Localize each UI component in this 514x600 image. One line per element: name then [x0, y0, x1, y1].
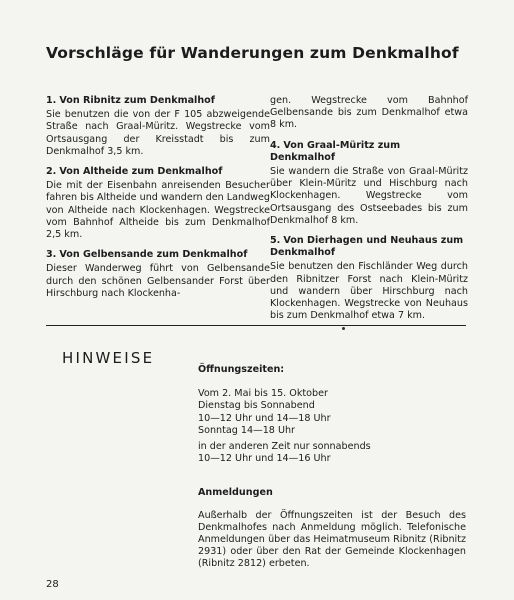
route-text: Sie benutzen die von der F 105 abzweigende Straße nach Graal-Müritz. Wegstrecke vom Ortsausgang der Kreisstadt bis zum Denkmalhof 3,5 km.	[46, 109, 270, 157]
opening-hours-line: Vom 2. Mai bis 15. Oktober	[198, 388, 328, 400]
right-column	[270, 95, 468, 330]
opening-hours-line: Sonntag 14—18 Uhr	[198, 424, 296, 436]
opening-hours-line: Dienstag bis Sonnabend	[198, 400, 315, 412]
route-section-1	[46, 95, 270, 158]
route-text: Sie wandern die Straße von Graal-Müritz über Klein-Müritz und Hischburg nach Klockenhagen. Wegstrecke vom Ortsausgang des Ostseebades bis zum Denkmalhof 8 km.	[270, 166, 468, 226]
registration-text: Außerhalb der Öffnungszeiten ist der Besuch des Denkmalhofes nach Anmeldung möglich. Telefonische Anmeldungen über das Heimatmuseum Ribnitz (Ribnitz 2931) oder über den Rat der Gemeinde Klockenhagen (Ribnitz 2812) erbeten.	[198, 509, 466, 570]
route-number: 5.	[270, 235, 281, 247]
route-number: 4.	[270, 139, 281, 151]
route-section-4	[270, 140, 468, 227]
hinweise-block	[198, 364, 466, 571]
page-number: 28	[46, 579, 59, 590]
opening-hours-line: in der anderen Zeit nur sonnabends	[198, 441, 371, 453]
print-speck	[342, 327, 345, 330]
left-column	[46, 95, 270, 308]
route-number: 2.	[46, 166, 57, 178]
hinweise-title: HINWEISE	[62, 349, 155, 367]
route-text: Dieser Wanderweg führt von Gelbensande durch den schönen Gelbensander Forst über Hirschburg nach Klockenha-	[46, 263, 270, 299]
route-section-3	[46, 249, 270, 300]
route-section-5	[270, 235, 468, 322]
route-section-2	[46, 166, 270, 241]
route-heading	[270, 140, 468, 164]
registration-heading: Anmeldungen	[198, 487, 273, 499]
page-title: Vorschläge für Wanderungen zum Denkmalhof	[46, 44, 459, 62]
route-title: Von Graal-Müritz zum Denkmalhof	[270, 139, 401, 163]
section-divider	[46, 325, 466, 326]
route-heading	[46, 95, 270, 107]
route-heading	[46, 166, 270, 178]
route-3-continuation: gen. Wegstrecke vom Bahnhof Gelbensande bis zum Denkmalhof etwa 8 km.	[270, 95, 468, 131]
opening-hours-line: 10—12 Uhr und 14—18 Uhr	[198, 412, 331, 424]
route-text: Die mit der Eisenbahn anreisenden Besucher fahren bis Altheide und wandern den Landweg von Altheide nach Klockenhagen. Wegstrecke vom Bahnhof Altheide bis zum Denkmalhof 2,5 km.	[46, 180, 270, 241]
route-text: Sie benutzen den Fischländer Weg durch den Ribnitzer Forst nach Klein-Müritz und wandern über Hirschburg nach Klockenhagen. Wegstrecke von Neuhaus bis zum Denkmalhof etwa 7 km.	[270, 261, 468, 322]
route-heading	[270, 235, 468, 259]
opening-hours-heading: Öffnungszeiten:	[198, 364, 285, 375]
route-heading	[46, 249, 270, 261]
route-title: Von Dierhagen und Neuhaus zum Denkmalhof	[270, 235, 464, 259]
route-title: Von Gelbensande zum Denkmalhof	[59, 249, 248, 261]
route-number: 3.	[46, 249, 57, 261]
route-title: Von Ribnitz zum Denkmalhof	[59, 95, 215, 106]
route-number: 1.	[46, 95, 57, 106]
opening-hours-line: 10—12 Uhr und 14—16 Uhr	[198, 453, 331, 465]
route-title: Von Altheide zum Denkmalhof	[59, 166, 223, 178]
